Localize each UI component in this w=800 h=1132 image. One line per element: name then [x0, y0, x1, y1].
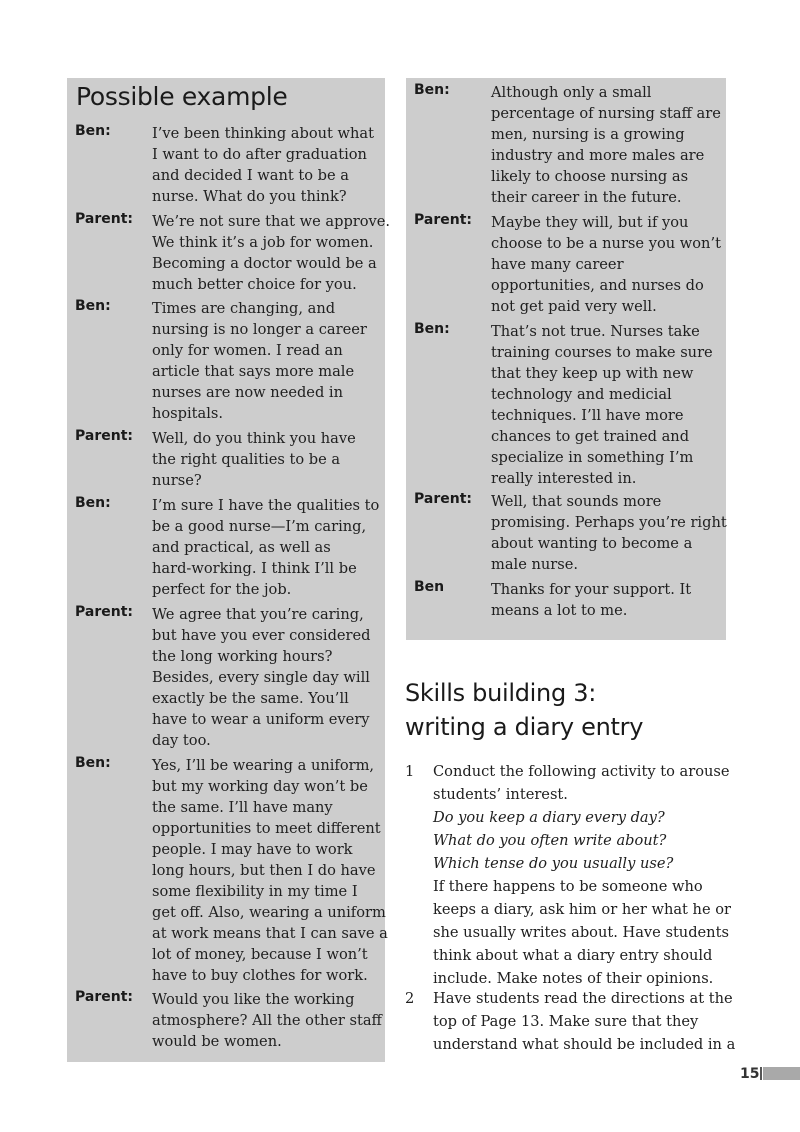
- speech-line: promising. Perhaps you’re right: [491, 514, 727, 531]
- speech-line: opportunities to meet different: [152, 820, 381, 837]
- speech-line: Would you like the working: [152, 991, 355, 1008]
- speech-line: article that says more male: [152, 363, 355, 380]
- item-line: students’ interest.: [433, 786, 568, 803]
- speech-text: [491, 321, 713, 489]
- speech-line: likely to choose nursing as: [491, 168, 689, 185]
- speaker-label: Parent:: [75, 211, 133, 227]
- speaker-label: Ben:: [414, 321, 450, 337]
- question-line: Do you keep a diary every day?: [433, 809, 665, 826]
- speech-text: [152, 755, 388, 986]
- speaker-label: Parent:: [75, 989, 133, 1005]
- item-number: 2: [405, 990, 415, 1007]
- speech-text: [152, 604, 371, 751]
- speech-line: Maybe they will, but if you: [491, 214, 689, 231]
- speech-text: [152, 989, 382, 1052]
- question-line: Which tense do you usually use?: [433, 855, 674, 872]
- speech-line: have to wear a uniform every: [152, 711, 370, 728]
- item-text: [433, 987, 735, 1056]
- speech-text: [491, 491, 727, 575]
- speech-line: much better choice for you.: [152, 276, 357, 293]
- item-line: understand what should be included in a: [433, 1036, 736, 1053]
- speech-line: be a good nurse—I’m caring,: [152, 518, 367, 535]
- speech-line: percentage of nursing staff are: [491, 105, 721, 122]
- speaker-label: Ben:: [75, 755, 111, 771]
- item-line: include. Make notes of their opinions.: [433, 970, 714, 987]
- speech-line: not get paid very well.: [491, 298, 657, 315]
- speech-line: Well, do you think you have: [152, 430, 356, 447]
- speech-line: get off. Also, wearing a uniform: [152, 904, 386, 921]
- speech-line: but my working day won’t be: [152, 778, 368, 795]
- speech-line: would be women.: [152, 1033, 282, 1050]
- speaker-label: Ben:: [75, 495, 111, 511]
- speech-line: Thanks for your support. It: [491, 581, 692, 598]
- speech-line: Besides, every single day will: [152, 669, 370, 686]
- speech-line: nursing is no longer a career: [152, 321, 367, 338]
- speech-line: techniques. I’ll have more: [491, 407, 684, 424]
- section-title: [405, 676, 643, 744]
- speech-line: only for women. I read an: [152, 342, 343, 359]
- item-line: Have students read the directions at the: [433, 990, 733, 1007]
- speech-line: We’re not sure that we approve.: [152, 213, 391, 230]
- speaker-label: Parent:: [75, 428, 133, 444]
- speech-line: at work means that I can save a: [152, 925, 388, 942]
- item-line: keeps a diary, ask him or her what he or: [433, 901, 731, 918]
- speaker-label: Ben:: [75, 123, 111, 139]
- speech-line: exactly be the same. You’ll: [152, 690, 349, 707]
- item-line: top of Page 13. Make sure that they: [433, 1013, 699, 1030]
- speech-text: [152, 495, 379, 600]
- speech-text: [152, 298, 367, 424]
- speech-line: means a lot to me.: [491, 602, 628, 619]
- speaker-label: Parent:: [75, 604, 133, 620]
- speech-text: [491, 579, 691, 621]
- speech-line: men, nursing is a growing: [491, 126, 685, 143]
- speech-line: opportunities, and nurses do: [491, 277, 704, 294]
- speech-line: have to buy clothes for work.: [152, 967, 368, 984]
- speech-line: I want to do after graduation: [152, 146, 367, 163]
- speech-line: that they keep up with new: [491, 365, 694, 382]
- item-line: Conduct the following activity to arouse: [433, 763, 730, 780]
- speech-text: [491, 82, 721, 208]
- item-line: think about what a diary entry should: [433, 947, 713, 964]
- speech-line: Times are changing, and: [152, 300, 336, 317]
- speech-line: atmosphere? All the other staff: [152, 1012, 382, 1029]
- dialogue-box-left: [67, 78, 391, 1062]
- item-line: she usually writes about. Have students: [433, 924, 729, 941]
- item-line: If there happens to be someone who: [433, 878, 703, 895]
- speech-line: male nurse.: [491, 556, 579, 573]
- speech-line: Well, that sounds more: [491, 493, 662, 510]
- speech-line: hospitals.: [152, 405, 224, 422]
- speech-line: chances to get trained and: [491, 428, 690, 445]
- speech-line: We agree that you’re caring,: [152, 606, 364, 623]
- speech-line: I’ve been thinking about what: [152, 125, 374, 142]
- speech-line: and decided I want to be a: [152, 167, 349, 184]
- speech-line: nurse?: [152, 472, 202, 489]
- dialogue-box-right: [406, 78, 726, 640]
- section-title-line: Skills building 3:: [405, 679, 596, 707]
- speech-text: [152, 428, 356, 491]
- speech-line: choose to be a nurse you won’t: [491, 235, 721, 252]
- speech-line: the same. I’ll have many: [152, 799, 333, 816]
- speech-line: technology and medicial: [491, 386, 672, 403]
- speech-line: day too.: [152, 732, 211, 749]
- speech-line: training courses to make sure: [491, 344, 713, 361]
- speech-text: [152, 211, 390, 295]
- speech-line: some flexibility in my time I: [152, 883, 358, 900]
- page-marker-bar: [763, 1067, 800, 1080]
- speech-text: [152, 123, 374, 207]
- speech-line: the right qualities to be a: [152, 451, 341, 468]
- speech-line: Although only a small: [491, 84, 652, 101]
- speaker-label: Ben:: [414, 82, 450, 98]
- speech-line: That’s not true. Nurses take: [491, 323, 700, 340]
- speech-line: about wanting to become a: [491, 535, 693, 552]
- speaker-label: Ben: [414, 579, 445, 595]
- speech-line: perfect for the job.: [152, 581, 292, 598]
- speech-line: their career in the future.: [491, 189, 682, 206]
- speech-line: nurse. What do you think?: [152, 188, 347, 205]
- speaker-label: Ben:: [75, 298, 111, 314]
- speech-line: hard-working. I think I’ll be: [152, 560, 357, 577]
- question-line: What do you often write about?: [433, 832, 667, 849]
- speech-line: industry and more males are: [491, 147, 705, 164]
- speech-line: have many career: [491, 256, 624, 273]
- speech-line: Becoming a doctor would be a: [152, 255, 377, 272]
- speech-line: but have you ever considered: [152, 627, 371, 644]
- speech-line: We think it’s a job for women.: [152, 234, 374, 251]
- box-title: Possible example: [76, 82, 288, 111]
- speaker-label: Parent:: [414, 491, 472, 507]
- section-title-line: writing a diary entry: [405, 713, 644, 741]
- speech-line: Yes, I’ll be wearing a uniform,: [152, 757, 375, 774]
- page-marker-edge: [760, 1067, 762, 1080]
- speech-line: long hours, but then I do have: [152, 862, 376, 879]
- page-number: 15: [740, 1066, 760, 1082]
- speech-line: the long working hours?: [152, 648, 333, 665]
- speech-line: and practical, as well as: [152, 539, 331, 556]
- item-number: 1: [405, 763, 415, 780]
- speech-line: I’m sure I have the qualities to: [152, 497, 380, 514]
- speech-line: people. I may have to work: [152, 841, 353, 858]
- speaker-label: Parent:: [414, 212, 472, 228]
- speech-text: [491, 212, 721, 317]
- speech-line: specialize in something I’m: [491, 449, 694, 466]
- speech-line: lot of money, because I won’t: [152, 946, 368, 963]
- speech-line: nurses are now needed in: [152, 384, 343, 401]
- item-text: [433, 760, 731, 990]
- speech-line: really interested in.: [491, 470, 637, 487]
